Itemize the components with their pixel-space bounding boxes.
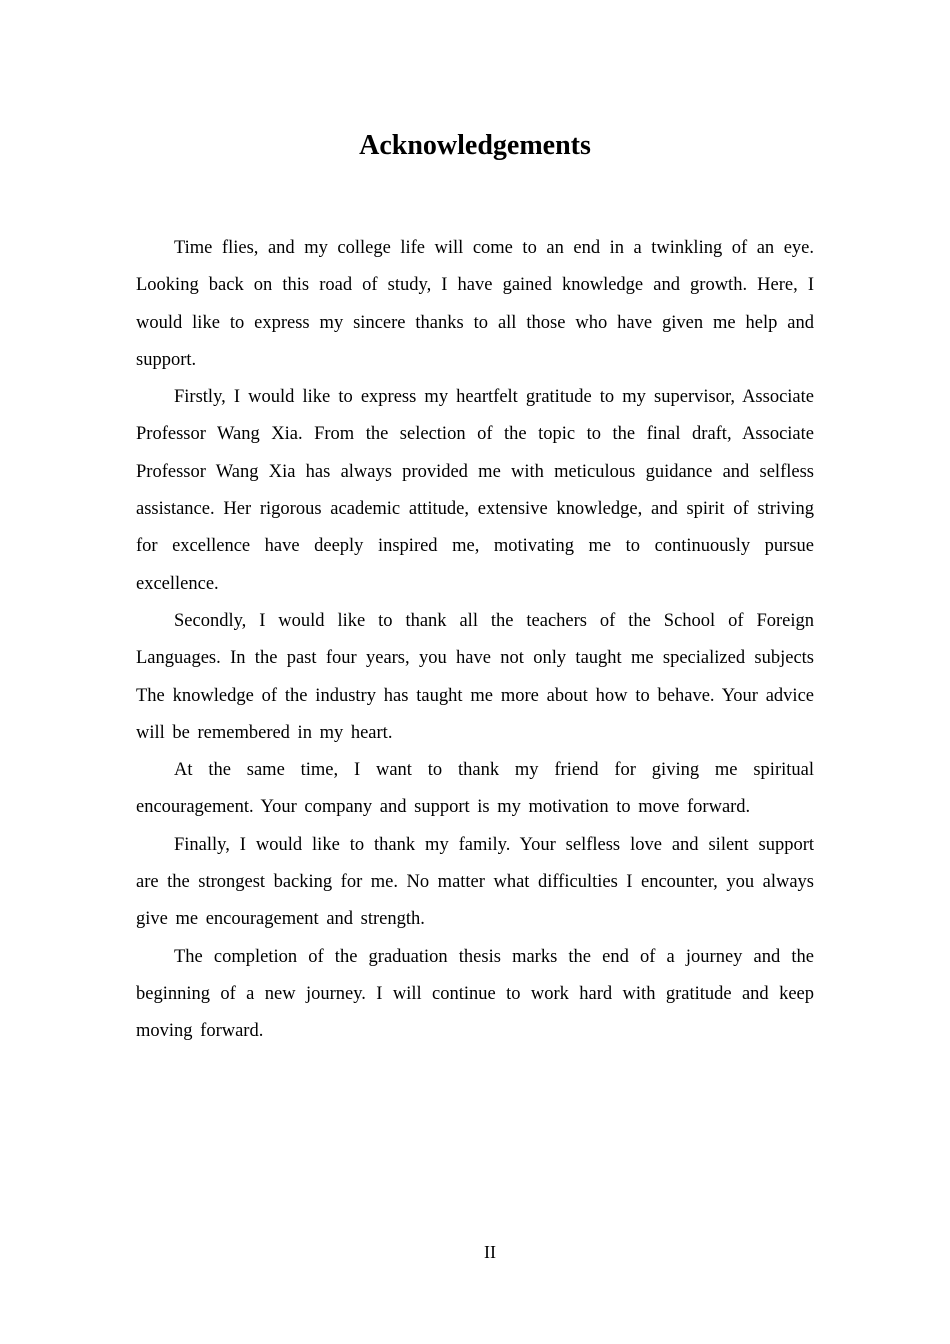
paragraph-closing: The completion of the graduation thesis marks the end of a journey and the beginning of a new journey. I will continue to work hard with gratitude and keep moving forward. (136, 946, 814, 1042)
page-title: Acknowledgements (359, 130, 591, 161)
page-number: II (484, 1242, 496, 1262)
paragraph-intro: Time flies, and my college life will come to an end in a twinkling of an eye. Looking back on this road of study, I have gained knowledge and growth. Here, I would like to express my sincere thanks to all those who have given me help and support. (136, 238, 814, 370)
paragraph-supervisor: Firstly, I would like to express my heartfelt gratitude to my supervisor, Associate Professor Wang Xia. From the selection of the topic to the final draft, Associate Professor Wang Xia has always provided me with meticulous guidance and selfless assistance. Her rigorous academic attitude, extensive knowledge, and spirit of striving for excellence have deeply inspired me, motivating me to continuously pursue excellence. (136, 387, 814, 594)
body-text (136, 230, 814, 1051)
paragraph-family: Finally, I would like to thank my family. Your selfless love and silent support are the strongest backing for me. No matter what difficulties I encounter, you always give me encouragement and strength. (136, 834, 814, 930)
paragraph-teachers: Secondly, I would like to thank all the teachers of the School of Foreign Languages. In the past four years, you have not only taught me specialized subjects The knowledge of the industry has taught me more about how to behave. Your advice will be remembered in my heart. (136, 610, 814, 743)
paragraph-friend: At the same time, I want to thank my friend for giving me spiritual encouragement. Your company and support is my motivation to move forward. (136, 760, 814, 818)
